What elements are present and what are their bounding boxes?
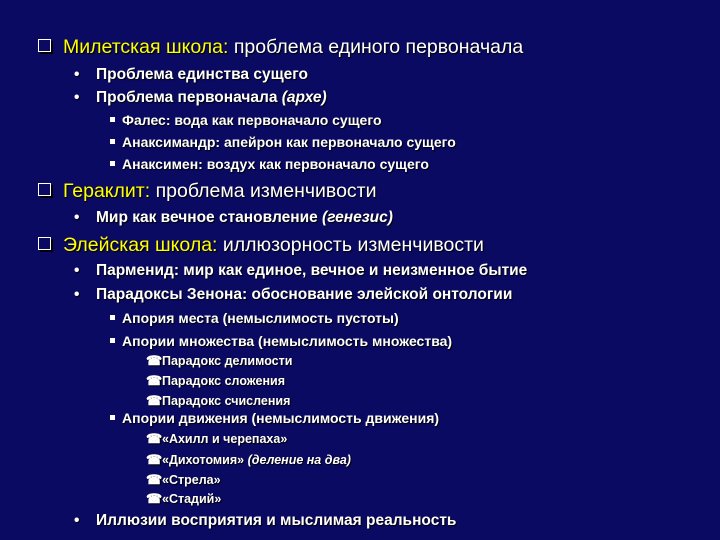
subbullet-text: Фалес: вода как первоначало сущего xyxy=(122,112,382,128)
subbullet-item xyxy=(110,310,399,326)
bullet-item xyxy=(74,512,456,530)
phone-bullet-icon: ☎ xyxy=(146,491,163,506)
section-title: иллюзорность изменчивости xyxy=(217,234,484,256)
phone-bullet-icon: ☎ xyxy=(146,373,163,388)
paradox-item xyxy=(146,393,290,409)
paradox-text: Парадокс делимости xyxy=(162,354,293,368)
bullet-text: Парменид: мир как единое, вечное и неизменное бытие xyxy=(96,262,528,279)
section-heraclitus xyxy=(38,180,377,203)
aporia-text: «Стадий» xyxy=(162,492,222,506)
bullet-item xyxy=(74,286,512,304)
square-bullet-icon xyxy=(110,117,115,122)
bullet-text: Проблема единства сущего xyxy=(96,66,308,83)
square-bullet-icon xyxy=(110,415,115,420)
paradox-text: Парадокс сложения xyxy=(162,374,285,388)
section-title: проблема единого первоначала xyxy=(228,36,524,58)
section-name: Элейская школа: xyxy=(63,234,218,256)
paradox-item xyxy=(146,353,292,369)
subbullet-text: Апория места (немыслимость пустоты) xyxy=(122,310,399,326)
square-bullet-icon xyxy=(110,315,115,320)
subbullet-item xyxy=(110,156,429,172)
bullet-icon: • xyxy=(74,286,80,303)
bullet-text: Мир как вечное становление xyxy=(96,209,323,226)
aporia-text: «Стрела» xyxy=(162,473,221,487)
aporia-item xyxy=(146,431,287,447)
checkbox-bullet-icon xyxy=(38,183,51,196)
aporia-text: «Дихотомия» xyxy=(162,453,248,467)
section-miletus xyxy=(38,36,523,59)
section-eleatic xyxy=(38,234,484,257)
checkbox-bullet-icon xyxy=(38,237,51,250)
bullet-text: Иллюзии восприятия и мыслимая реальность xyxy=(96,512,457,529)
square-bullet-icon xyxy=(110,338,115,343)
bullet-icon: • xyxy=(74,512,80,529)
subbullet-text: Апории движения (немыслимость движения) xyxy=(122,410,440,426)
subbullet-item xyxy=(110,410,439,426)
bullet-icon: • xyxy=(74,89,80,106)
phone-bullet-icon: ☎ xyxy=(146,393,163,408)
paradox-item xyxy=(146,373,285,389)
phone-bullet-icon: ☎ xyxy=(146,472,163,487)
bullet-text: Парадоксы Зенона: обоснование элейской онтологии xyxy=(96,286,513,303)
aporia-item xyxy=(146,472,221,488)
phone-bullet-icon: ☎ xyxy=(146,452,163,467)
bullet-item xyxy=(74,262,527,280)
square-bullet-icon xyxy=(110,139,115,144)
bullet-item xyxy=(74,89,327,107)
phone-bullet-icon: ☎ xyxy=(146,431,163,446)
bullet-icon: • xyxy=(74,262,80,279)
bullet-item xyxy=(74,209,393,227)
phone-bullet-icon: ☎ xyxy=(146,353,163,368)
subbullet-item xyxy=(110,112,382,128)
subbullet-item xyxy=(110,333,452,349)
aporia-item xyxy=(146,491,221,507)
bullet-icon: • xyxy=(74,66,80,83)
subbullet-text: Анаксимен: воздух как первоначало сущего xyxy=(122,156,429,172)
section-name: Гераклит: xyxy=(63,180,151,202)
section-title: проблема изменчивости xyxy=(150,180,377,202)
subbullet-text: Апории множества (немыслимость множества) xyxy=(122,333,453,349)
bullet-text-italic: (архе) xyxy=(281,89,327,106)
checkbox-bullet-icon xyxy=(38,39,51,52)
subbullet-text: Анаксимандр: апейрон как первоначало сущего xyxy=(122,134,456,150)
aporia-item xyxy=(146,452,351,468)
paradox-text: Парадокс счисления xyxy=(162,394,291,408)
section-name: Милетская школа: xyxy=(63,36,229,58)
bullet-text-italic: (генезис) xyxy=(322,209,393,226)
bullet-item xyxy=(74,66,308,84)
bullet-icon: • xyxy=(74,209,80,226)
aporia-text-italic: (деление на два) xyxy=(247,453,351,467)
bullet-text: Проблема первоначала xyxy=(96,89,282,106)
square-bullet-icon xyxy=(110,161,115,166)
subbullet-item xyxy=(110,134,456,150)
aporia-text: «Ахилл и черепаха» xyxy=(162,432,288,446)
